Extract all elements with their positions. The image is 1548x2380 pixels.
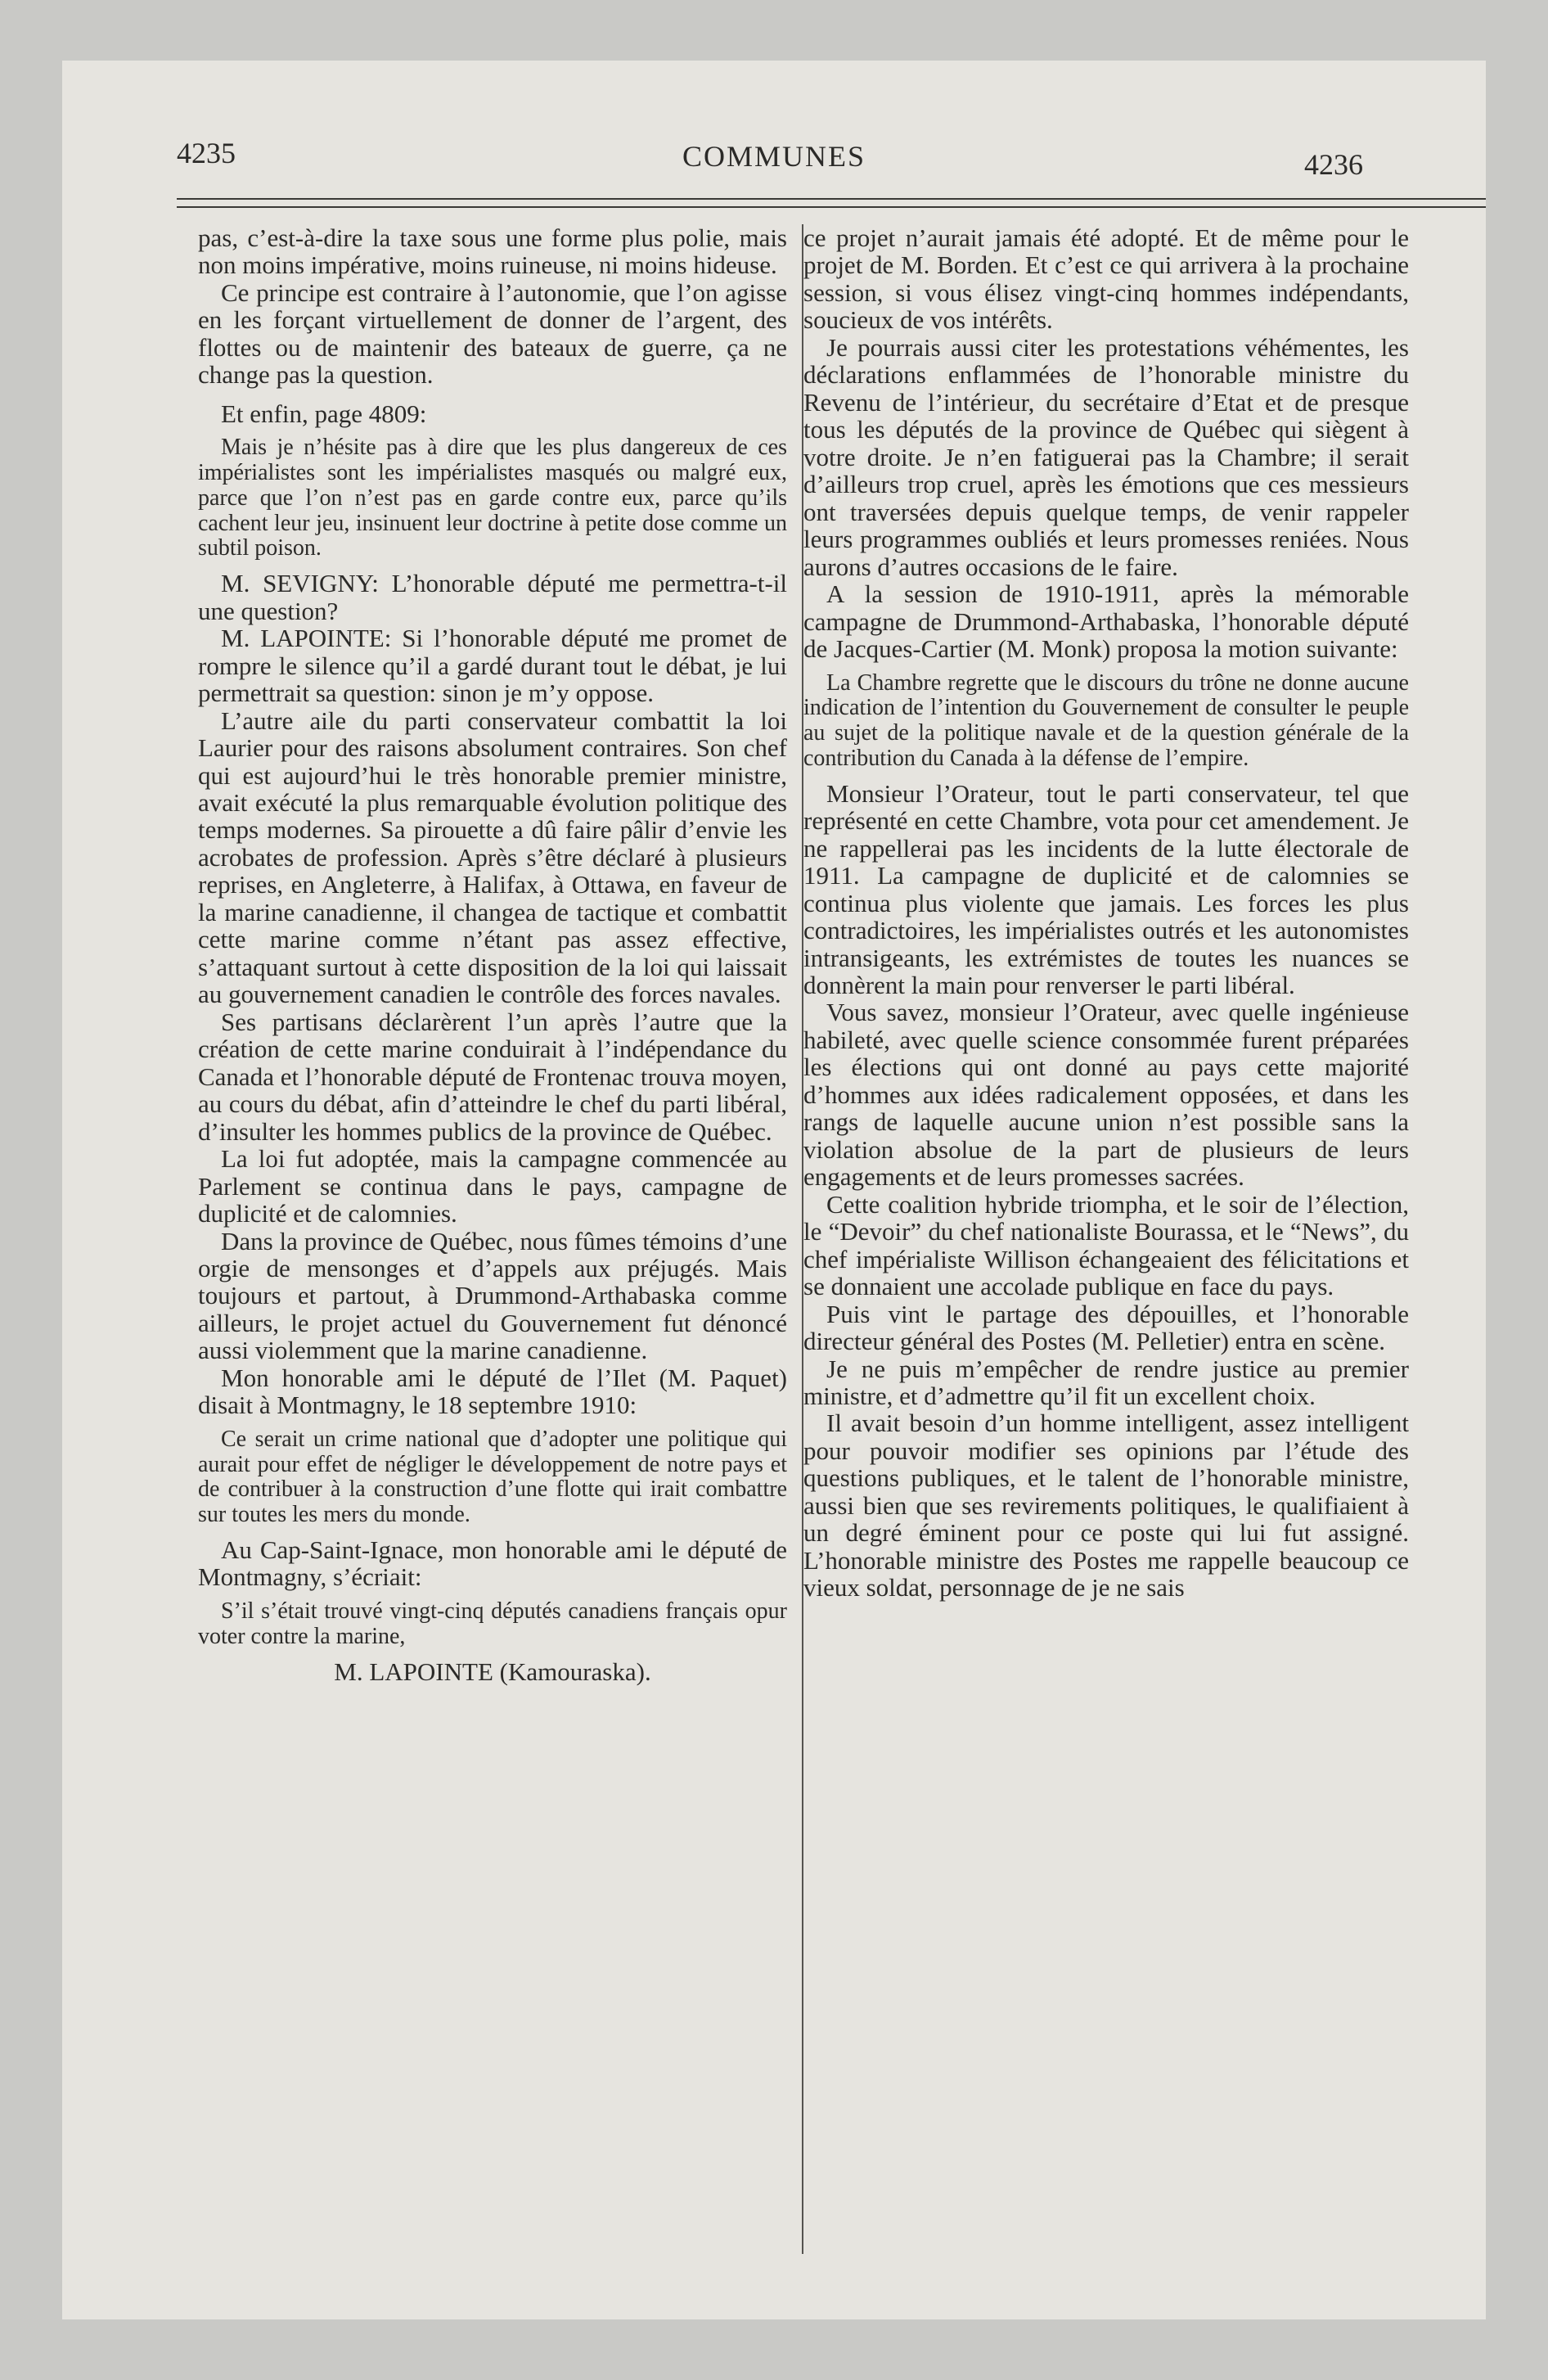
paragraph: ce projet n’aurait jamais été adopté. Et de même pour le projet de M. Borden. Et c’est ce qui arrivera à la prochaine session, si vous élisez vingt-cinq hommes indépendants, soucieux de vos intérêts.	[803, 223, 1409, 335]
quotation: S’il s’était trouvé vingt-cinq députés canadiens français opur voter contre la marine,	[198, 1598, 787, 1649]
left-column	[198, 224, 787, 1685]
paragraph: Mon honorable ami le député de l’Ilet (M. Paquet) disait à Montmagny, le 18 septembre 1910:	[198, 1363, 787, 1420]
paragraph: Puis vint le partage des dépouilles, et l’honorable directeur général des Postes (M. Pelletier) entra en scène.	[803, 1299, 1409, 1356]
paragraph: Vous savez, monsieur l’Orateur, avec quelle ingénieuse habileté, avec quelle science consommée furent préparées les élections qui ont donné au pays cette majorité d’hommes aux idées radicalement opposées, et dans les rangs de laquelle aucune union n’est possible sans la violation absolue de la part de plusieurs de leurs engagements et de leurs promesses sacrées.	[803, 998, 1409, 1192]
quotation: Ce serait un crime national que d’adopter une politique qui aurait pour effet de négliger le développement de notre pays et de contribuer à la construction d’une flotte qui irait combattre sur toutes les mers du monde.	[198, 1426, 787, 1528]
right-column	[803, 224, 1409, 1602]
paragraph: Monsieur l’Orateur, tout le parti conservateur, tel que représenté en cette Chambre, vota pour cet amendement. Je ne rappellerai pas les incidents de la lutte électorale de 1911. La campagne de duplicité et de calomnies se continua plus violente que jamais. Les forces les plus contradictoires, les impérialistes outrés et les autonomistes intransigeants, les extrémistes de toutes les nuances se donnèrent la main pour renverser le parti libéral.	[803, 778, 1409, 999]
page-number-right: 4236	[1304, 148, 1363, 181]
paragraph: Cette coalition hybride triompha, et le soir de l’élection, le “Devoir” du chef nationaliste Bourassa, et le “News”, du chef impérialiste Willison échangeaient des félicitations et se donnaient une accolade publique en face du pays.	[803, 1189, 1409, 1301]
paragraph: Ses partisans déclarèrent l’un après l’autre que la création de cette marine conduirait à l’indépendance du Canada et l’honorable député de Frontenac trouva moyen, au cours du débat, afin d’atteindre le chef du parti libéral, d’insulter les hommes publics de la province de Québec.	[198, 1007, 787, 1146]
paragraph: Il avait besoin d’un homme intelligent, assez intelligent pour pouvoir modifier ses opinions par l’étude des questions publiques, et le talent de l’honorable ministre, aussi bien que ses revirements politiques, le qualifiaient à un degré éminent pour ce poste qui lui fut assigné. L’honorable ministre des Postes me rappelle beaucoup ce vieux soldat, personnage de je ne sais	[803, 1409, 1409, 1602]
paragraph: Et enfin, page 4809:	[221, 399, 427, 428]
paragraph: Ce principe est contraire à l’autonomie, que l’on agisse en les forçant virtuellement de donner de l’argent, des flottes ou de maintenir des bateaux de guerre, ça ne change pas la question.	[198, 277, 787, 390]
paragraph: Je pourrais aussi citer les protestations véhémentes, les déclarations enflammées de l’honorable ministre du Revenu de l’intérieur, du secrétaire d’Etat et de presque tous les députés de la province de Québec qui siègent à votre droite. Je n’en fatiguerai pas la Chambre; il serait d’ailleurs trop cruel, après les émotions que ces messieurs ont traversées depuis quelque temps, de venir rappeler leurs programmes oubliés et leurs promesses reniées. Nous aurons d’autres occasions de le faire.	[803, 332, 1409, 581]
speaker-attribution: M. LAPOINTE (Kamouraska).	[334, 1657, 651, 1686]
header-rule-bottom	[177, 206, 1486, 208]
quotation: La Chambre regrette que le discours du trône ne donne aucune indication de l’intention du Gouvernement de consulter le peuple au sujet de la politique navale et de la question générale de la contribution du Canada à la défense de l’empire.	[803, 669, 1409, 771]
paragraph: M. SEVIGNY: L’honorable député me permettra-t-il une question?	[198, 569, 787, 625]
paragraph: L’autre aile du parti conservateur combattit la loi Laurier pour des raisons absolument contraires. Son chef qui est aujourd’hui le très honorable premier ministre, avait exécuté la plus remarquable évolution politique des temps modernes. Sa pirouette a dû faire pâlir d’envie les acrobates de profession. Après s’être déclaré à plusieurs reprises, en Angleterre, à Halifax, à Ottawa, en faveur de la marine canadienne, il changea de tactique et combattit cette marine comme n’étant pas assez effective, s’attaquant surtout à cette disposition de la loi qui laissait au gouvernement canadien le contrôle des forces navales.	[198, 705, 787, 1009]
paragraph: Je ne puis m’empêcher de rendre justice au premier ministre, et d’admettre qu’il fit un excellent choix.	[803, 1354, 1409, 1410]
header-rule-top	[177, 198, 1486, 200]
paragraph: Dans la province de Québec, nous fûmes témoins d’une orgie de mensonges et d’appels aux préjugés. Mais toujours et partout, à Drummond-Arthabaska comme ailleurs, le projet actuel du Gouvernement fut dénoncé aussi violemment que la marine canadienne.	[198, 1226, 787, 1365]
paragraph: A la session de 1910-1911, après la mémorable campagne de Drummond-Arthabaska, l’honorable député de Jacques-Cartier (M. Monk) proposa la motion suivante:	[803, 579, 1409, 664]
paragraph: M. LAPOINTE: Si l’honorable député me promet de rompre le silence qu’il a gardé durant tout le débat, je lui permettrait sa question: sinon je m’y oppose.	[198, 624, 787, 708]
page-title: COMMUNES	[682, 140, 866, 173]
paragraph: Au Cap-Saint-Ignace, mon honorable ami le député de Montmagny, s’écriait:	[198, 1535, 787, 1592]
paragraph: pas, c’est-à-dire la taxe sous une forme plus polie, mais non moins impérative, moins ruineuse, ni moins hideuse.	[198, 223, 787, 280]
page-sheet	[62, 61, 1486, 2319]
quotation: Mais je n’hésite pas à dire que les plus dangereux de ces impérialistes sont les impérialistes masqués ou malgré eux, parce que l’on n’est pas en garde contre eux, parce qu’ils cachent leur jeu, insinuent leur doctrine à petite dose comme un subtil poison.	[198, 435, 787, 561]
paragraph: La loi fut adoptée, mais la campagne commencée au Parlement se continua dans le pays, campagne de duplicité et de calomnies.	[198, 1144, 787, 1228]
page-number-left: 4235	[177, 137, 236, 169]
